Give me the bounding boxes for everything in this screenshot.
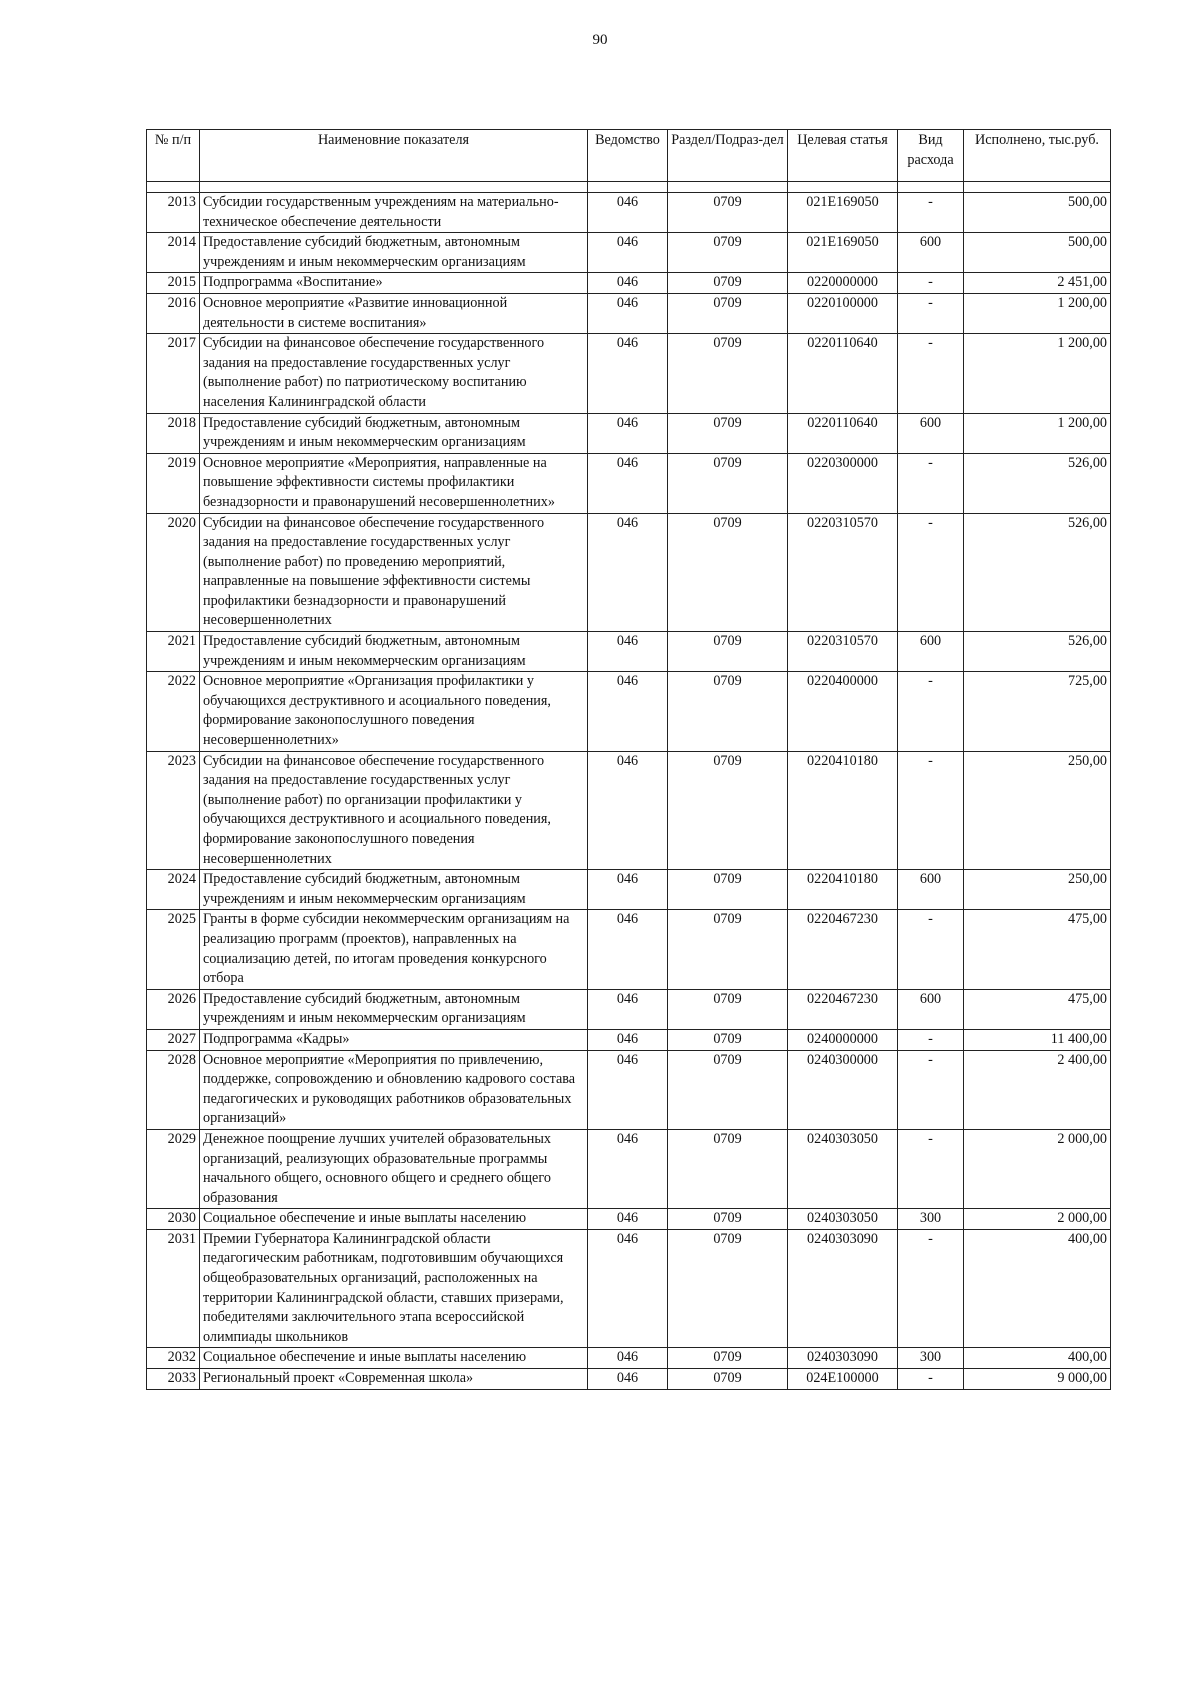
- row-section: 0709: [668, 413, 788, 453]
- table-row: [147, 1229, 1111, 1348]
- table-row: [147, 513, 1111, 632]
- row-section: 0709: [668, 1209, 788, 1230]
- row-kind: -: [898, 1369, 964, 1390]
- table-row: [147, 910, 1111, 989]
- header-num: № п/п: [147, 130, 200, 182]
- table-row: [147, 1348, 1111, 1369]
- row-section: 0709: [668, 910, 788, 989]
- row-amount: 2 400,00: [964, 1050, 1111, 1129]
- row-name: Денежное поощрение лучших учителей образовательных организаций, реализующих образовательные программы начального общего, основного общего и среднего общего образования: [200, 1129, 588, 1208]
- row-section: 0709: [668, 1050, 788, 1129]
- row-number: 2032: [147, 1348, 200, 1369]
- row-kind: 600: [898, 413, 964, 453]
- row-section: 0709: [668, 193, 788, 233]
- row-dept: 046: [588, 870, 668, 910]
- table-row: [147, 989, 1111, 1029]
- row-target: 0220110640: [788, 334, 898, 413]
- row-target: 021E169050: [788, 233, 898, 273]
- table-body: [147, 193, 1111, 1390]
- row-name: Предоставление субсидий бюджетным, автономным учреждениям и иным некоммерческим организациям: [200, 632, 588, 672]
- row-kind: -: [898, 672, 964, 751]
- row-name: Основное мероприятие «Развитие инновационной деятельности в системе воспитания»: [200, 293, 588, 333]
- row-dept: 046: [588, 193, 668, 233]
- row-dept: 046: [588, 513, 668, 632]
- row-dept: 046: [588, 334, 668, 413]
- header-amount: Исполнено, тыс.руб.: [964, 130, 1111, 182]
- row-target: 0220410180: [788, 751, 898, 870]
- row-number: 2016: [147, 293, 200, 333]
- row-amount: 400,00: [964, 1348, 1111, 1369]
- row-target: 021E169050: [788, 193, 898, 233]
- table-row: [147, 751, 1111, 870]
- row-section: 0709: [668, 1029, 788, 1050]
- row-number: 2020: [147, 513, 200, 632]
- spacer-cell: [788, 182, 898, 193]
- row-name: Подпрограмма «Воспитание»: [200, 273, 588, 294]
- table-row: [147, 233, 1111, 273]
- row-amount: 400,00: [964, 1229, 1111, 1348]
- row-section: 0709: [668, 233, 788, 273]
- row-amount: 500,00: [964, 233, 1111, 273]
- table-header: [147, 130, 1111, 193]
- row-kind: -: [898, 1229, 964, 1348]
- row-name: Основное мероприятие «Организация профилактики у обучающихся деструктивного и асоциального поведения, формирование законопослушного поведения несовершеннолетних»: [200, 672, 588, 751]
- row-number: 2018: [147, 413, 200, 453]
- row-amount: 2 000,00: [964, 1129, 1111, 1208]
- row-name: Гранты в форме субсидии некоммерческим организациям на реализацию программ (проектов), направленных на социализацию детей, по итогам проведения конкурсного отбора: [200, 910, 588, 989]
- header-row: [147, 130, 1111, 182]
- row-number: 2014: [147, 233, 200, 273]
- row-kind: 300: [898, 1209, 964, 1230]
- row-target: 0220410180: [788, 870, 898, 910]
- row-kind: -: [898, 1050, 964, 1129]
- row-section: 0709: [668, 672, 788, 751]
- row-number: 2029: [147, 1129, 200, 1208]
- table-row: [147, 870, 1111, 910]
- row-target: 0220310570: [788, 513, 898, 632]
- row-target: 0240303050: [788, 1129, 898, 1208]
- row-section: 0709: [668, 1369, 788, 1390]
- row-name: Основное мероприятие «Мероприятия по привлечению, поддержке, сопровождению и обновлению кадрового состава педагогических и руководящих работников образовательных организаций»: [200, 1050, 588, 1129]
- spacer-cell: [147, 182, 200, 193]
- row-number: 2031: [147, 1229, 200, 1348]
- row-name: Субсидии на финансовое обеспечение государственного задания на предоставление государственных услуг (выполнение работ) по патриотическому воспитанию населения Калининградской области: [200, 334, 588, 413]
- row-number: 2023: [147, 751, 200, 870]
- header-name: Наименовние показателя: [200, 130, 588, 182]
- row-amount: 1 200,00: [964, 293, 1111, 333]
- row-target: 0220110640: [788, 413, 898, 453]
- row-dept: 046: [588, 1348, 668, 1369]
- table-row: [147, 273, 1111, 294]
- row-dept: 046: [588, 1369, 668, 1390]
- row-dept: 046: [588, 453, 668, 513]
- row-amount: 2 451,00: [964, 273, 1111, 294]
- row-number: 2015: [147, 273, 200, 294]
- row-target: 0240000000: [788, 1029, 898, 1050]
- row-amount: 526,00: [964, 513, 1111, 632]
- row-number: 2033: [147, 1369, 200, 1390]
- spacer-cell: [200, 182, 588, 193]
- row-kind: -: [898, 453, 964, 513]
- row-target: 0240303090: [788, 1229, 898, 1348]
- table-row: [147, 413, 1111, 453]
- row-target: 0220400000: [788, 672, 898, 751]
- table-row: [147, 672, 1111, 751]
- row-dept: 046: [588, 751, 668, 870]
- row-section: 0709: [668, 751, 788, 870]
- table-row: [147, 1129, 1111, 1208]
- page-number: 90: [592, 32, 608, 48]
- row-section: 0709: [668, 1129, 788, 1208]
- row-name: Субсидии на финансовое обеспечение государственного задания на предоставление государственных услуг (выполнение работ) по организации профилактики у обучающихся деструктивного и асоциального поведения, формирование законопослушного поведения несовершеннолетних: [200, 751, 588, 870]
- row-target: 0220100000: [788, 293, 898, 333]
- row-number: 2030: [147, 1209, 200, 1230]
- table-row: [147, 1029, 1111, 1050]
- row-target: 0220310570: [788, 632, 898, 672]
- table-row: [147, 193, 1111, 233]
- row-kind: 300: [898, 1348, 964, 1369]
- row-name: Премии Губернатора Калининградской области педагогическим работникам, подготовившим обучающихся общеобразовательных организаций, расположенных на территории Калининградской области, ставших призерами, победителями заключительного этапа всероссийской олимпиады школьников: [200, 1229, 588, 1348]
- table-row: [147, 334, 1111, 413]
- header-dept: Ведомство: [588, 130, 668, 182]
- row-name: Предоставление субсидий бюджетным, автономным учреждениям и иным некоммерческим организациям: [200, 989, 588, 1029]
- row-section: 0709: [668, 453, 788, 513]
- row-kind: -: [898, 513, 964, 632]
- table-row: [147, 293, 1111, 333]
- table-row: [147, 632, 1111, 672]
- table-row: [147, 1050, 1111, 1129]
- row-dept: 046: [588, 1129, 668, 1208]
- row-amount: 1 200,00: [964, 334, 1111, 413]
- spacer-cell: [668, 182, 788, 193]
- budget-table: [146, 129, 1111, 1390]
- row-kind: -: [898, 1129, 964, 1208]
- row-kind: -: [898, 910, 964, 989]
- row-amount: 725,00: [964, 672, 1111, 751]
- row-dept: 046: [588, 293, 668, 333]
- row-dept: 046: [588, 989, 668, 1029]
- row-kind: 600: [898, 233, 964, 273]
- row-target: 024E100000: [788, 1369, 898, 1390]
- row-amount: 250,00: [964, 870, 1111, 910]
- row-amount: 526,00: [964, 632, 1111, 672]
- row-name: Субсидии на финансовое обеспечение государственного задания на предоставление государственных услуг (выполнение работ) по проведению мероприятий, направленные на повышение эффективности системы профилактики безнадзорности и правонарушений несовершеннолетних: [200, 513, 588, 632]
- row-name: Социальное обеспечение и иные выплаты населению: [200, 1209, 588, 1230]
- row-name: Основное мероприятие «Мероприятия, направленные на повышение эффективности системы профилактики безнадзорности и правонарушений несовершеннолетних»: [200, 453, 588, 513]
- row-number: 2026: [147, 989, 200, 1029]
- row-number: 2017: [147, 334, 200, 413]
- row-number: 2013: [147, 193, 200, 233]
- row-name: Предоставление субсидий бюджетным, автономным учреждениям и иным некоммерческим организациям: [200, 233, 588, 273]
- row-section: 0709: [668, 870, 788, 910]
- row-number: 2025: [147, 910, 200, 989]
- table-row: [147, 1369, 1111, 1390]
- row-section: 0709: [668, 1348, 788, 1369]
- spacer-cell: [898, 182, 964, 193]
- row-amount: 475,00: [964, 989, 1111, 1029]
- table-row: [147, 1209, 1111, 1230]
- row-section: 0709: [668, 632, 788, 672]
- row-dept: 046: [588, 1229, 668, 1348]
- row-target: 0240303090: [788, 1348, 898, 1369]
- row-number: 2021: [147, 632, 200, 672]
- header-spacer-row: [147, 182, 1111, 193]
- row-dept: 046: [588, 233, 668, 273]
- row-section: 0709: [668, 334, 788, 413]
- header-section: Раздел/Подраз-дел: [668, 130, 788, 182]
- row-kind: -: [898, 334, 964, 413]
- row-number: 2022: [147, 672, 200, 751]
- row-amount: 250,00: [964, 751, 1111, 870]
- row-dept: 046: [588, 632, 668, 672]
- row-kind: 600: [898, 870, 964, 910]
- row-kind: 600: [898, 989, 964, 1029]
- row-dept: 046: [588, 1209, 668, 1230]
- spacer-cell: [964, 182, 1111, 193]
- row-amount: 9 000,00: [964, 1369, 1111, 1390]
- spacer-cell: [588, 182, 668, 193]
- row-target: 0220467230: [788, 910, 898, 989]
- row-name: Региональный проект «Современная школа»: [200, 1369, 588, 1390]
- row-kind: -: [898, 273, 964, 294]
- header-target: Целевая статья: [788, 130, 898, 182]
- row-section: 0709: [668, 273, 788, 294]
- row-kind: -: [898, 193, 964, 233]
- row-target: 0220300000: [788, 453, 898, 513]
- row-amount: 2 000,00: [964, 1209, 1111, 1230]
- row-amount: 526,00: [964, 453, 1111, 513]
- row-amount: 500,00: [964, 193, 1111, 233]
- row-number: 2024: [147, 870, 200, 910]
- row-amount: 11 400,00: [964, 1029, 1111, 1050]
- row-name: Социальное обеспечение и иные выплаты населению: [200, 1348, 588, 1369]
- row-target: 0240300000: [788, 1050, 898, 1129]
- row-section: 0709: [668, 513, 788, 632]
- row-dept: 046: [588, 413, 668, 453]
- header-kind: Вид расхода: [898, 130, 964, 182]
- row-dept: 046: [588, 273, 668, 294]
- row-name: Предоставление субсидий бюджетным, автономным учреждениям и иным некоммерческим организациям: [200, 870, 588, 910]
- row-dept: 046: [588, 672, 668, 751]
- row-section: 0709: [668, 989, 788, 1029]
- row-dept: 046: [588, 1029, 668, 1050]
- row-kind: -: [898, 1029, 964, 1050]
- row-target: 0220467230: [788, 989, 898, 1029]
- row-section: 0709: [668, 293, 788, 333]
- row-dept: 046: [588, 1050, 668, 1129]
- row-section: 0709: [668, 1229, 788, 1348]
- row-number: 2019: [147, 453, 200, 513]
- row-number: 2027: [147, 1029, 200, 1050]
- row-name: Подпрограмма «Кадры»: [200, 1029, 588, 1050]
- table-row: [147, 453, 1111, 513]
- row-kind: -: [898, 293, 964, 333]
- row-kind: 600: [898, 632, 964, 672]
- row-amount: 1 200,00: [964, 413, 1111, 453]
- row-target: 0220000000: [788, 273, 898, 294]
- row-amount: 475,00: [964, 910, 1111, 989]
- row-number: 2028: [147, 1050, 200, 1129]
- row-name: Предоставление субсидий бюджетным, автономным учреждениям и иным некоммерческим организациям: [200, 413, 588, 453]
- row-dept: 046: [588, 910, 668, 989]
- row-target: 0240303050: [788, 1209, 898, 1230]
- row-name: Субсидии государственным учреждениям на материально-техническое обеспечение деятельности: [200, 193, 588, 233]
- row-kind: -: [898, 751, 964, 870]
